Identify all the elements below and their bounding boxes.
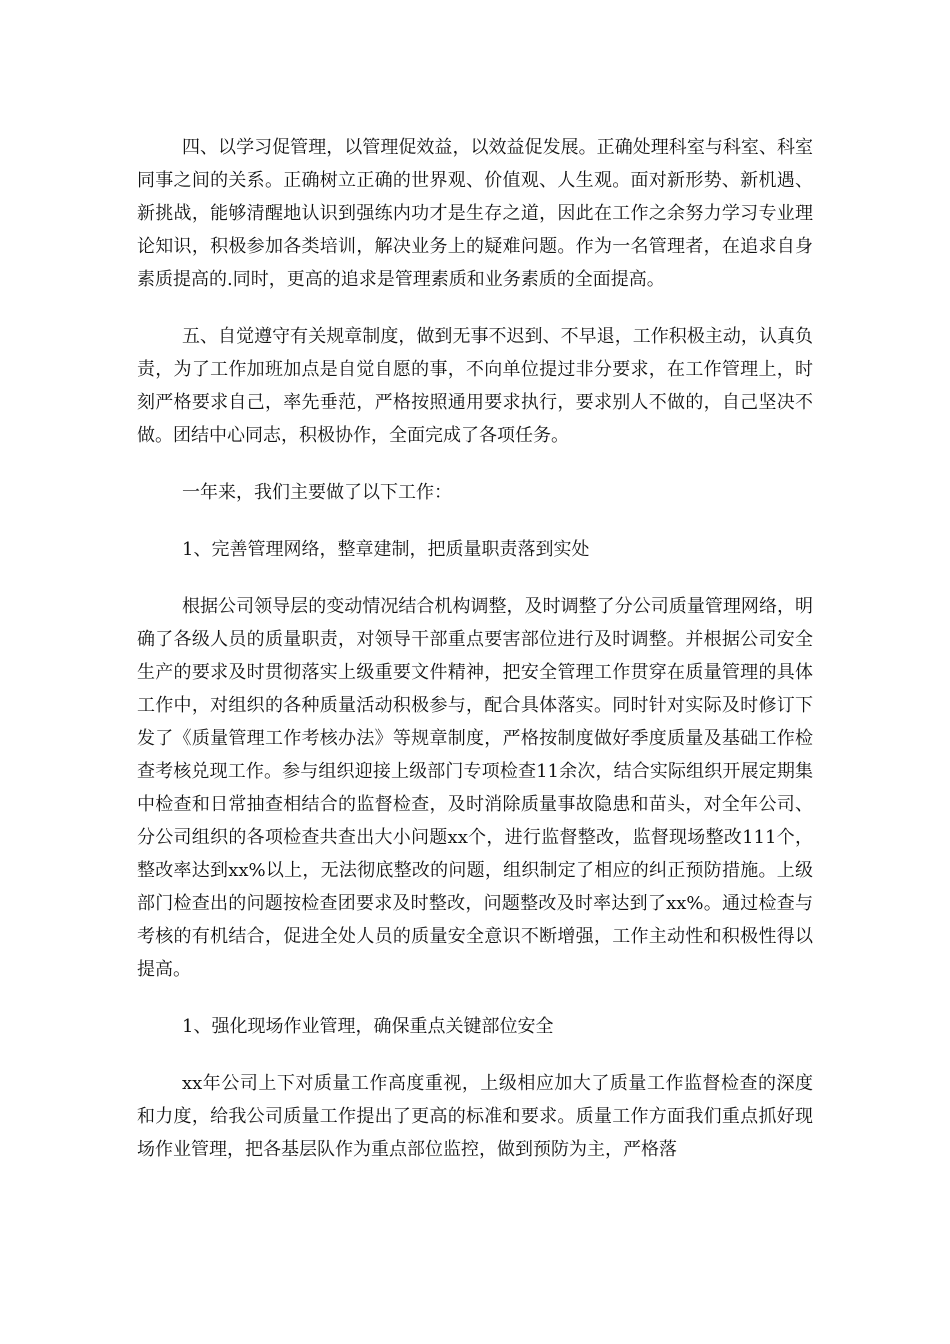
paragraph-site-operation-body: xx年公司上下对质量工作高度重视，上级相应加大了质量工作监督检查的深度和力度，给我公司质量工作提出了更高的标准和要求。质量工作方面我们重点抓好现场作业管理，把各基层队作为重点部位监控，做到预防为主，严格落 <box>137 1073 813 1160</box>
paragraph-section-five: 五、自觉遵守有关规章制度，做到无事不迟到、不早退，工作积极主动，认真负责，为了工作加班加点是自觉自愿的事，不向单位提过非分要求，在工作管理上，时刻严格要求自己，率先垂范，严格按照通用要求执行，要求别人不做的，自己坚决不做。团结中心同志，积极协作，全面完成了各项任务。 <box>137 326 813 446</box>
heading-management-network: 1、完善管理网络，整章建制，把质量职责落到实处 <box>182 539 590 560</box>
paragraph-year-summary-intro: 一年来，我们主要做了以下工作： <box>182 482 452 503</box>
paragraph-management-network-body: 根据公司领导层的变动情况结合机构调整，及时调整了分公司质量管理网络，明确了各级人员的质量职责，对领导干部重点要害部位进行及时调整。并根据公司安全生产的要求及时贯彻落实上级重要文件精神，把安全管理工作贯穿在质量管理的具体工作中，对组织的各种质量活动积极参与，配合具体落实。同时针对实际及时修订下发了《质量管理工作考核办法》等规章制度，严格按制度做好季度质量及基础工作检查考核兑现工作。参与组织迎接上级部门专项检查11余次，结合实际组织开展定期集中检查和日常抽查相结合的监督检查，及时消除质量事故隐患和苗头，对全年公司、分公司组织的各项检查共查出大小问题xx个，进行监督整改，监督现场整改111个，整改率达到xx%以上，无法彻底整改的问题，组织制定了相应的纠正预防措施。上级部门检查出的问题按检查团要求及时整改，问题整改及时率达到了xx%。通过检查与考核的有机结合，促进全处人员的质量安全意识不断增强，工作主动性和积极性得以提高。 <box>137 596 813 980</box>
heading-site-operation-management: 1、强化现场作业管理，确保重点关键部位安全 <box>182 1016 554 1037</box>
paragraph-section-four: 四、以学习促管理，以管理促效益，以效益促发展。正确处理科室与科室、科室同事之间的关系。正确树立正确的世界观、价值观、人生观。面对新形势、新机遇、新挑战，能够清醒地认识到强练内功才是生存之道，因此在工作之余努力学习专业理论知识，积极参加各类培训，解决业务上的疑难问题。作为一名管理者，在追求自身素质提高的.同时，更高的追求是管理素质和业务素质的全面提高。 <box>137 137 813 290</box>
document-body <box>137 131 813 1190</box>
